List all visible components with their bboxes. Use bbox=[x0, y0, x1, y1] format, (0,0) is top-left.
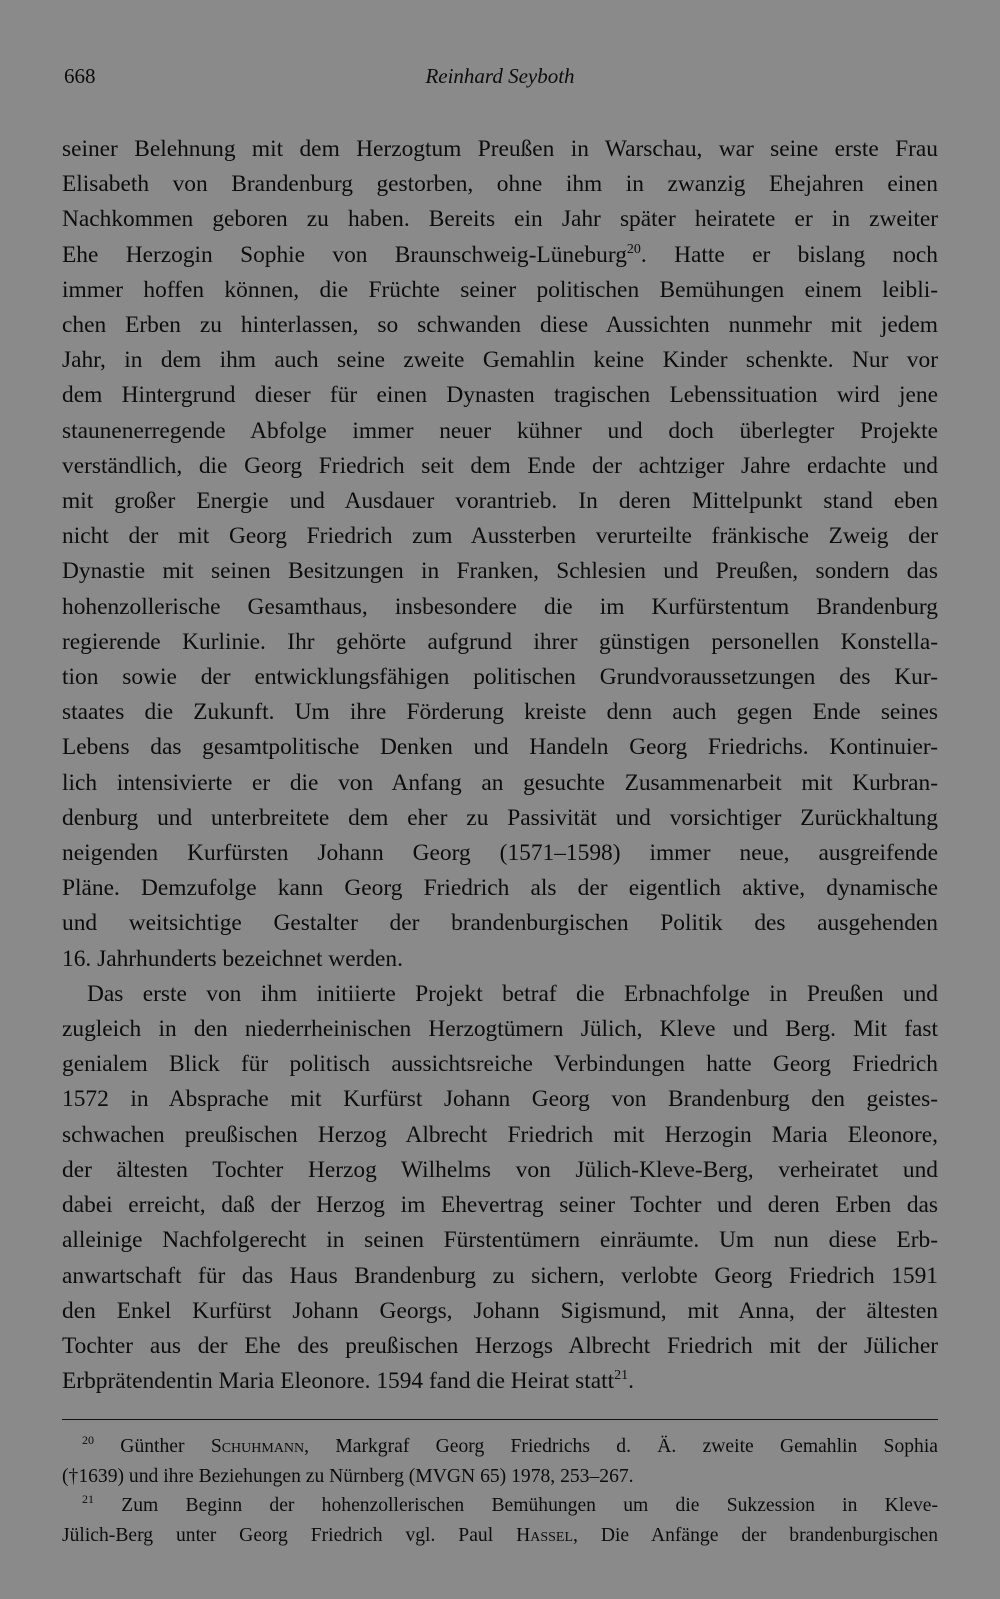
text-line bbox=[62, 238, 938, 273]
footnote-text: , Die Anfänge der brandenburgischen bbox=[573, 1524, 938, 1546]
footnote-20-line: (†1639) und ihre Beziehungen zu Nürnberg (MVGN 65) 1978, 253–267. bbox=[62, 1465, 634, 1487]
footnote-text: Zum Beginn der hohenzollerischen Bemühungen um die Sukzession in Kleve- bbox=[121, 1495, 938, 1516]
text-line: tion sowie der entwicklungsfähigen politischen Grundvoraussetzungen des Kur- bbox=[62, 664, 938, 691]
text-line: und weitsichtige Gestalter der brandenburgischen Politik des ausgehenden bbox=[62, 910, 938, 937]
text-line bbox=[62, 1364, 938, 1399]
text-line: neigenden Kurfürsten Johann Georg (1571–1598) immer neue, ausgreifende bbox=[62, 840, 938, 867]
text-line: lich intensivierte er die von Anfang an gesuchte Zusammenarbeit mit Kurbran- bbox=[62, 769, 938, 796]
text-segment: . bbox=[628, 1368, 634, 1395]
text-line: regierende Kurlinie. Ihr gehörte aufgrund ihrer günstigen personellen Konstella- bbox=[62, 628, 938, 655]
running-head: Reinhard Seyboth bbox=[425, 64, 575, 88]
footnote-ref-20: 20 bbox=[626, 241, 641, 257]
text-line: genialem Blick für politisch aussichtsreiche Verbindungen hatte Georg Friedrich bbox=[62, 1051, 938, 1078]
text-line: anwartschaft für das Haus Brandenburg zu sichern, verlobte Georg Friedrich 1591 bbox=[62, 1262, 938, 1289]
text-line: Das erste von ihm initiierte Projekt betraf die Erbnachfolge in Preußen und bbox=[87, 980, 938, 1007]
text-line: 1572 in Absprache mit Kurfürst Johann Georg von Brandenburg den geistes- bbox=[62, 1086, 938, 1113]
text-line: Nachkommen geboren zu haben. Bereits ein Jahr später heiratete er in zweiter bbox=[62, 206, 938, 233]
text-segment: Erbprätendentin Maria Eleonore. 1594 fand die Heirat statt bbox=[62, 1368, 615, 1395]
text-line: immer hoffen können, die Früchte seiner politischen Bemühungen einem leibli- bbox=[62, 276, 938, 303]
text-line: Tochter aus der Ehe des preußischen Herzogs Albrecht Friedrich mit der Jülicher bbox=[62, 1332, 938, 1359]
text-line: Pläne. Demzufolge kann Georg Friedrich als der eigentlich aktive, dynamische bbox=[62, 875, 938, 902]
text-line: dabei erreicht, daß der Herzog im Ehevertrag seiner Tochter und deren Erben das bbox=[62, 1192, 938, 1219]
text-line: schwachen preußischen Herzog Albrecht Friedrich mit Herzogin Maria Eleonore, bbox=[62, 1121, 938, 1148]
text-line: staunenerregende Abfolge immer neuer kühner und doch überlegter Projekte bbox=[62, 417, 938, 444]
footnote-mark-21: 21 bbox=[82, 1492, 94, 1506]
text-line: staates die Zukunft. Um ihre Förderung kreiste denn auch gegen Ende seines bbox=[62, 699, 938, 726]
text-line: nicht der mit Georg Friedrich zum Aussterben verurteilte fränkische Zweig der bbox=[62, 523, 938, 550]
text-line: Elisabeth von Brandenburg gestorben, ohne ihm in zwanzig Ehejahren einen bbox=[62, 171, 938, 198]
footnote-author-last: Schuhmann bbox=[210, 1436, 305, 1457]
text-line: chen Erben zu hinterlassen, so schwanden diese Aussichten nunmehr mit jedem bbox=[62, 312, 938, 339]
footnote-21-line bbox=[62, 1521, 938, 1551]
footnote-author-first: Günther bbox=[120, 1436, 185, 1457]
footnote-rule bbox=[62, 1419, 938, 1420]
footnote-mark-20: 20 bbox=[82, 1433, 94, 1447]
text-line: hohenzollerische Gesamthaus, insbesondere die im Kurfürstentum Brandenburg bbox=[62, 593, 938, 620]
text-line: seiner Belehnung mit dem Herzogtum Preußen in Warschau, war seine erste Frau bbox=[62, 136, 938, 162]
text-line: verständlich, die Georg Friedrich seit dem Ende der achtziger Jahre erdachte und bbox=[62, 452, 938, 479]
text-line: der ältesten Tochter Herzog Wilhelms von Jülich-Kleve-Berg, verheiratet und bbox=[62, 1156, 938, 1183]
page-number: 668 bbox=[64, 64, 96, 88]
footnote-text: Jülich-Berg unter Georg Friedrich vgl. Paul bbox=[62, 1524, 494, 1546]
text-line: Jahr, in dem ihm auch seine zweite Gemahlin keine Kinder schenkte. Nur vor bbox=[62, 347, 938, 374]
text-line: dem Hintergrund dieser für einen Dynasten tragischen Lebenssituation wird jene bbox=[62, 382, 938, 409]
text-line: mit großer Energie und Ausdauer vorantrieb. In deren Mittelpunkt stand eben bbox=[62, 488, 938, 515]
footnote-text: , Markgraf Georg Friedrichs d. Ä. zweite Gemahlin Sophia bbox=[304, 1436, 938, 1457]
text-line: den Enkel Kurfürst Johann Georgs, Johann Sigismund, mit Anna, der ältesten bbox=[62, 1297, 938, 1324]
text-line: zugleich in den niederrheinischen Herzogtümern Jülich, Kleve und Berg. Mit fast bbox=[62, 1016, 938, 1043]
body-text bbox=[62, 132, 938, 1399]
footnote-20-line bbox=[62, 1432, 938, 1462]
footnotes bbox=[62, 1432, 938, 1550]
footnote-ref-21: 21 bbox=[614, 1368, 629, 1384]
text-line: 16. Jahrhunderts bezeichnet werden. bbox=[62, 945, 403, 972]
footnote-author-last: Hassel bbox=[516, 1524, 573, 1546]
text-line: Dynastie mit seinen Besitzungen in Franken, Schlesien und Preußen, sondern das bbox=[62, 558, 938, 585]
text-segment: Ehe Herzogin Sophie von Braunschweig-Lüneburg bbox=[62, 241, 627, 268]
text-segment: . Hatte er bislang noch bbox=[640, 241, 938, 268]
text-line: alleinige Nachfolgerecht in seinen Fürstentümern einräumte. Um nun diese Erb- bbox=[62, 1227, 938, 1254]
text-line: denburg und unterbreitete dem eher zu Passivität und vorsichtiger Zurückhaltung bbox=[62, 804, 938, 831]
footnote-21-line bbox=[62, 1491, 938, 1521]
text-line: Lebens das gesamtpolitische Denken und Handeln Georg Friedrichs. Kontinuier- bbox=[62, 734, 938, 761]
